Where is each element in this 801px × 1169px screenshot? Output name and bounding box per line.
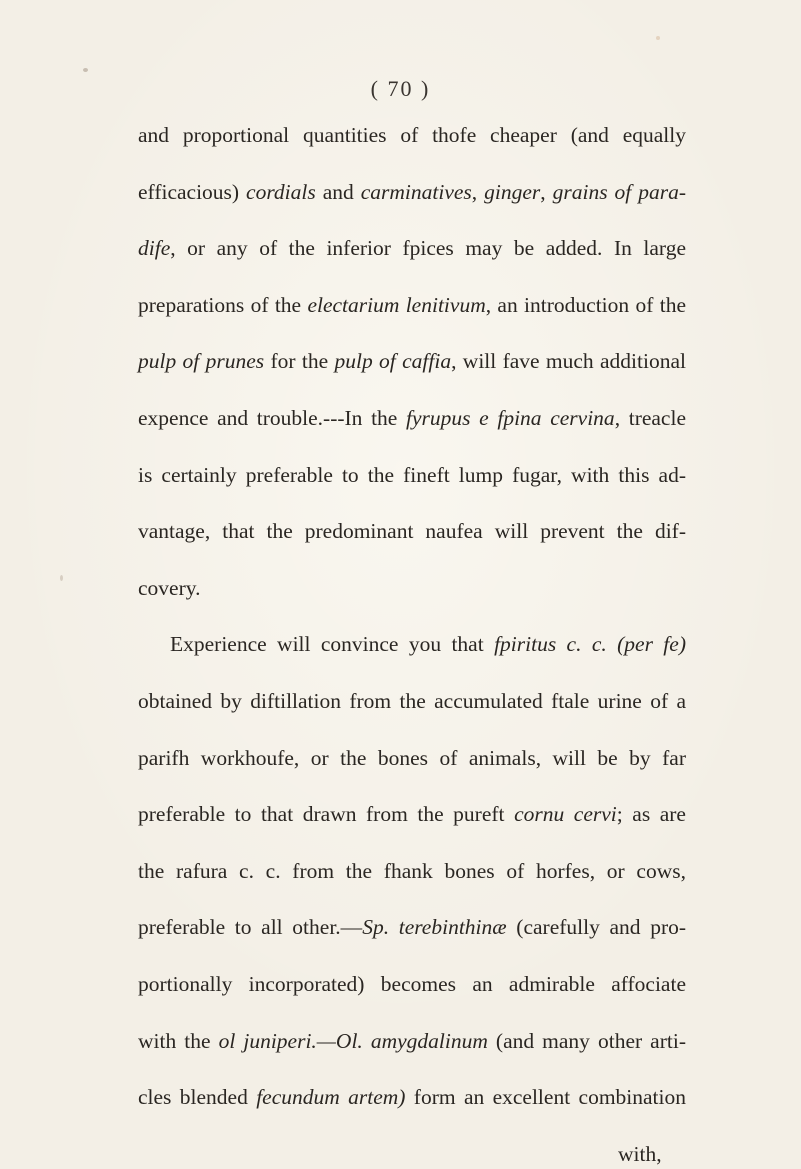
text-segment: covery. (138, 575, 201, 600)
text-line (138, 1082, 686, 1112)
text-line (138, 290, 686, 320)
text-segment: , an introduction of the (485, 292, 686, 317)
text-line (138, 516, 686, 546)
text-segment: preferable to all other.— (138, 915, 363, 940)
text-segment: expence and trouble.---In the (138, 406, 407, 430)
text-line (138, 686, 686, 716)
text-segment: preferable to that drawn from the pureft (138, 802, 515, 827)
text-segment: , treacle (614, 406, 686, 430)
italic-term: fpiritus c. c. (per fe) (494, 632, 686, 657)
text-line (138, 743, 686, 773)
page-number: ( 70 ) (370, 76, 431, 101)
italic-term: cornu cervi (514, 802, 617, 827)
foxing-spot (60, 575, 63, 581)
text-segment: cles blended (138, 1085, 257, 1110)
text-line (138, 799, 686, 829)
text-segment: is certainly preferable to the fineft lump fugar, with this ad- (138, 462, 686, 487)
italic-term: fecundum artem) (256, 1085, 406, 1110)
text-segment: and (315, 179, 361, 204)
text-line (138, 120, 686, 150)
text-line (138, 233, 686, 263)
text-line (138, 856, 686, 886)
text-segment: (carefully and pro- (506, 915, 687, 940)
text-segment: preparations of the (138, 292, 308, 317)
text-segment: parifh workhoufe, or the bones of animals, will be by far (138, 745, 686, 770)
text-line (138, 573, 686, 603)
text-segment: Experience will convince you that (170, 632, 495, 657)
italic-term: ginger (484, 179, 541, 204)
text-segment: for the (264, 349, 335, 374)
italic-term: electarium lenitivum (307, 292, 486, 317)
text-segment: obtained by diftillation from the accumulated ftale urine of a (138, 689, 686, 713)
text-line (138, 912, 686, 942)
italic-term: Sp. terebinthinæ (362, 915, 507, 940)
italic-term: pulp of caffia (334, 349, 452, 374)
foxing-spot (656, 36, 660, 40)
italic-term: grains of para- (552, 179, 686, 204)
text-segment: , or any of the inferior fpices may be added. In large (170, 236, 686, 261)
ink-spot (83, 68, 88, 72)
text-line (170, 629, 686, 659)
text-segment: efficacious) (138, 179, 247, 204)
catchword: with, (618, 1141, 662, 1166)
text-segment: , will fave much additional (451, 349, 686, 374)
italic-term: pulp of prunes (138, 349, 265, 374)
text-segment: ; as are (616, 802, 686, 827)
text-line (138, 460, 686, 490)
text-segment: (and many other arti- (487, 1028, 686, 1053)
text-segment: with the (138, 1028, 219, 1053)
text-segment: , (471, 179, 485, 204)
italic-term: fyrupus e fpina cervina (406, 406, 615, 430)
text-segment: vantage, that the predominant naufea will prevent the dif- (138, 519, 686, 544)
italic-term: ol juniperi.—Ol. amygdalinum (218, 1028, 488, 1053)
italic-term: cordials (246, 179, 316, 204)
text-line (138, 403, 686, 433)
text-segment: the rafura c. c. from the fhank bones of horfes, or cows, (138, 858, 686, 883)
text-segment: , (540, 179, 553, 204)
italic-term: dife (138, 236, 171, 261)
text-line (138, 969, 686, 999)
text-segment: portionally incorporated) becomes an admirable affociate (138, 972, 686, 996)
italic-term: carminatives (360, 179, 472, 204)
text-line (138, 177, 686, 207)
text-segment: form an excellent combination (405, 1085, 687, 1110)
text-segment: and proportional quantities of thofe cheaper (and equally (138, 123, 686, 147)
text-line (138, 346, 686, 376)
